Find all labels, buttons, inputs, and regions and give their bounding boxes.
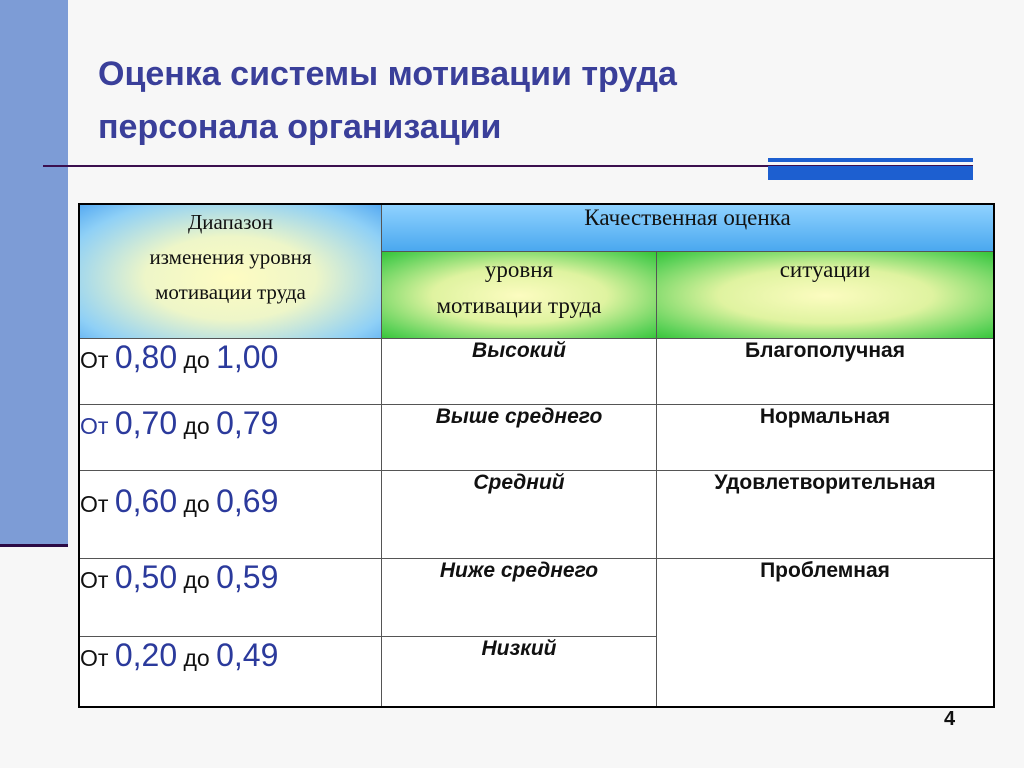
range-to-word: до xyxy=(183,645,210,671)
range-to-word: до xyxy=(183,347,210,373)
range-cell xyxy=(79,637,382,707)
level-cell: Ниже среднего xyxy=(382,559,657,637)
situation-cell: Нормальная xyxy=(657,405,995,471)
range-from-value: 0,80 xyxy=(114,339,178,375)
range-from-word: От xyxy=(80,491,109,517)
header-situation: ситуации xyxy=(657,252,995,339)
range-to-word: до xyxy=(183,491,210,517)
level-cell: Выше среднего xyxy=(382,405,657,471)
range-from-value: 0,60 xyxy=(114,483,178,519)
situation-cell: Удовлетворительная xyxy=(657,471,995,559)
table-row xyxy=(79,405,994,471)
table-row xyxy=(79,471,994,559)
header-level-line: мотивации труда xyxy=(436,293,602,318)
header-range xyxy=(79,204,382,339)
range-to-value: 0,49 xyxy=(216,637,279,673)
level-cell: Средний xyxy=(382,471,657,559)
header-level-line: уровня xyxy=(484,257,554,282)
header-qualitative: Качественная оценка xyxy=(382,204,995,252)
range-cell xyxy=(79,471,382,559)
title-divider-accent xyxy=(768,158,973,180)
slide-title xyxy=(98,48,978,154)
side-accent-bar xyxy=(0,0,68,545)
range-cell xyxy=(79,339,382,405)
range-to-word: до xyxy=(183,567,210,593)
header-range-line: мотивации труда xyxy=(155,280,306,304)
range-from-value: 0,20 xyxy=(114,637,178,673)
range-cell xyxy=(79,405,382,471)
header-level xyxy=(382,252,657,339)
range-to-value: 0,59 xyxy=(216,559,279,595)
range-to-value: 1,00 xyxy=(216,339,279,375)
side-accent-line xyxy=(0,544,68,547)
range-from-word: От xyxy=(80,347,109,373)
range-from-value: 0,50 xyxy=(114,559,178,595)
range-from-value: 0,70 xyxy=(114,405,178,441)
range-from-word: От xyxy=(80,645,109,671)
table-row xyxy=(79,339,994,405)
motivation-table xyxy=(78,203,995,708)
level-cell: Низкий xyxy=(382,637,657,707)
level-cell: Высокий xyxy=(382,339,657,405)
title-line-2: персонала организации xyxy=(98,108,502,146)
range-from-word: От xyxy=(80,567,109,593)
header-range-line: Диапазон xyxy=(187,210,274,234)
situation-cell: Благополучная xyxy=(657,339,995,405)
range-to-value: 0,69 xyxy=(216,483,279,519)
range-cell xyxy=(79,559,382,637)
range-to-word: до xyxy=(183,413,210,439)
header-range-line: изменения уровня xyxy=(149,245,312,269)
situation-cell: Проблемная xyxy=(657,559,995,707)
table-row xyxy=(79,559,994,637)
range-from-word: От xyxy=(80,413,109,439)
page-number: 4 xyxy=(944,708,956,730)
range-to-value: 0,79 xyxy=(216,405,279,441)
title-line-1: Оценка системы мотивации труда xyxy=(98,55,677,93)
